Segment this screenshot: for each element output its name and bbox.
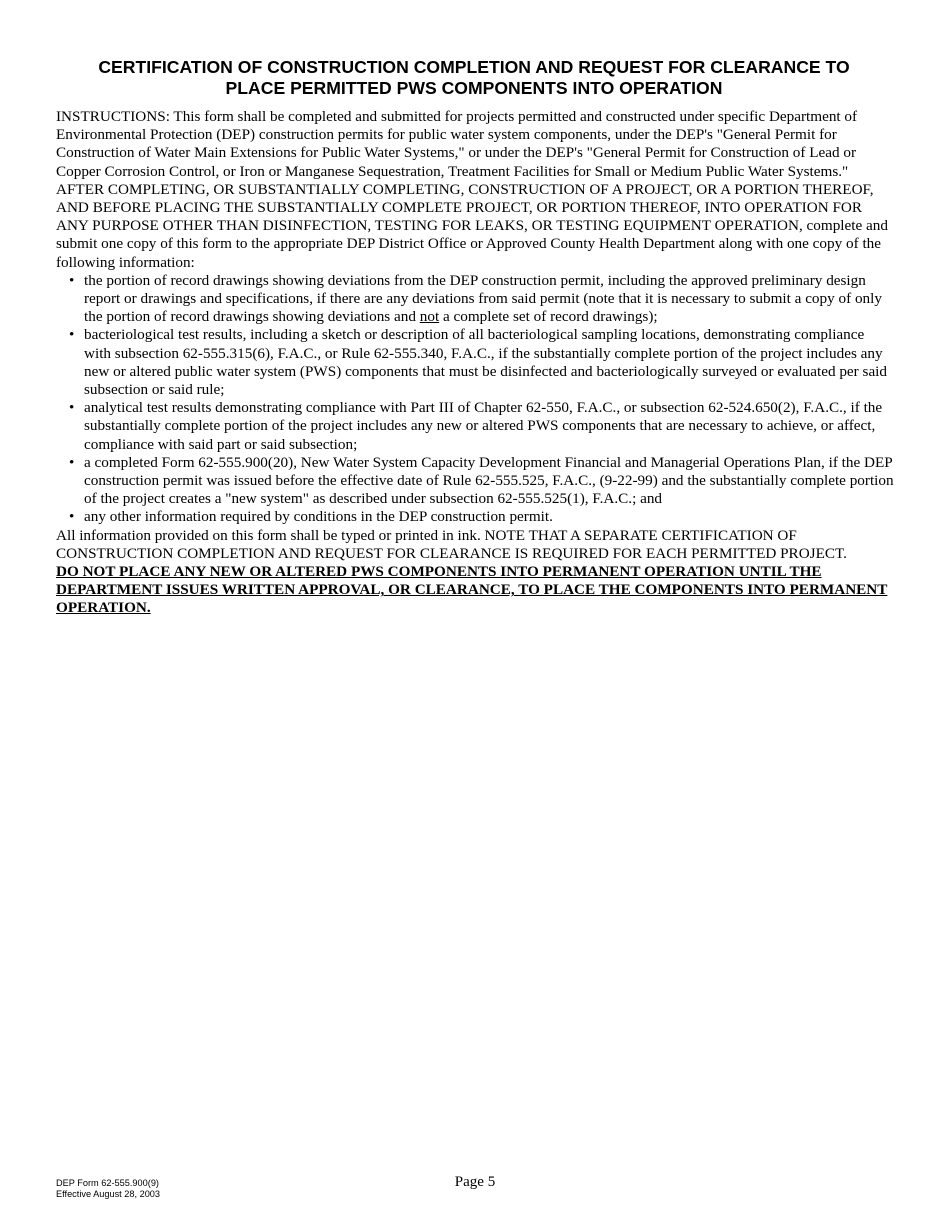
page-title-line-1: CERTIFICATION OF CONSTRUCTION COMPLETION AND REQUEST FOR CLEARANCE TO (98, 57, 850, 77)
ink-requirement-note: All information provided on this form shall be typed or printed in ink. NOTE THAT A SEPARATE CERTIFICATION OF CONSTRUCTION COMPLETION AND REQUEST FOR CLEARANCE IS REQUIRED FOR EACH PERMITTED PROJECT. (56, 526, 847, 562)
list-item-capacity-development-form: • a completed Form 62-555.900(20), New Water System Capacity Development Financial and Managerial Operations Plan, if the DEP construction permit was issued before the effective date of Rule 62-555.525, F.A.C., (9-22-99) and the substantially complete portion of the project creates a "new system" as described under subsection 62-555.525(1), F.A.C.; and (84, 454, 894, 509)
list-item-other-information: • any other information required by conditions in the DEP construction permit. (84, 508, 894, 526)
list-item-analytical-results: • analytical test results demonstrating compliance with Part III of Chapter 62-550, F.A.C., or subsection 62-524.650(2), F.A.C., if the substantially complete portion of the project includes any new or altered PWS components that are necessary to achieve, or affect, compliance with said part or said subsection; (84, 399, 894, 454)
permanent-operation-warning: DO NOT PLACE ANY NEW OR ALTERED PWS COMPONENTS INTO PERMANENT OPERATION UNTIL THE DEPARTMENT ISSUES WRITTEN APPROVAL, OR CLEARANCE, TO PLACE THE COMPONENTS INTO PERMANENT OPERATION. (56, 563, 888, 617)
list-item-record-drawings (84, 272, 894, 327)
required-information-list (56, 272, 894, 527)
instructions-intro: INSTRUCTIONS: This form shall be completed and submitted for projects permitted and constructed under specific Department of Environmental Protection (DEP) construction permits for public water system components, under the DEP's "General Permit for Construction of Water Main Extensions for Public Water Systems," or under the DEP's "General Permit for Construction of Lead or Copper Corrosion Control, or Iron or Manganese Sequestration, Treatment Facilities for Small or Medium Public Water Systems." AFTER COMPLETING, OR SUBSTANTIALLY COMPLETING, CONSTRUCTION OF A PROJECT, OR A PORTION THEREOF, AND BEFORE PLACING THE SUBSTANTIALLY COMPLETE PROJECT, OR PORTION THEREOF, INTO OPERATION FOR ANY PURPOSE OTHER THAN DISINFECTION, TESTING FOR LEAKS, OR TESTING EQUIPMENT OPERATION, complete and submit one copy of this form to the appropriate DEP District Office or Approved County Health Department along with one copy of the following information: (56, 108, 888, 271)
record-drawings-text: the portion of record drawings showing deviations from the DEP construction permit, including the approved preliminary design report or drawings and specifications, if there are any deviations from said permit (note that it is necessary to submit a copy of only the portion of record drawings showing deviations and (84, 271, 882, 326)
instructions-section (56, 108, 894, 618)
list-item-bacteriological-results: • bacteriological test results, including a sketch or description of all bacteriological sampling locations, demonstrating compliance with subsection 62-555.315(6), F.A.C., or Rule 62-555.340, F.A.C., if the substantially complete portion of the project includes any new or altered public water system (PWS) components that must be disinfected and bacteriologically surveyed or evaluated per said subsection or said rule; (84, 326, 894, 399)
underlined-not: not (419, 308, 440, 326)
page-title (56, 57, 892, 99)
page-title-line-2: PLACE PERMITTED PWS COMPONENTS INTO OPERATION (225, 78, 723, 98)
page-number: Page 5 (454, 1174, 496, 1190)
form-number: DEP Form 62-555.900(9) (56, 1178, 159, 1188)
effective-date: Effective August 28, 2003 (56, 1189, 161, 1199)
record-drawings-text-end: a complete set of record drawings); (439, 308, 658, 326)
